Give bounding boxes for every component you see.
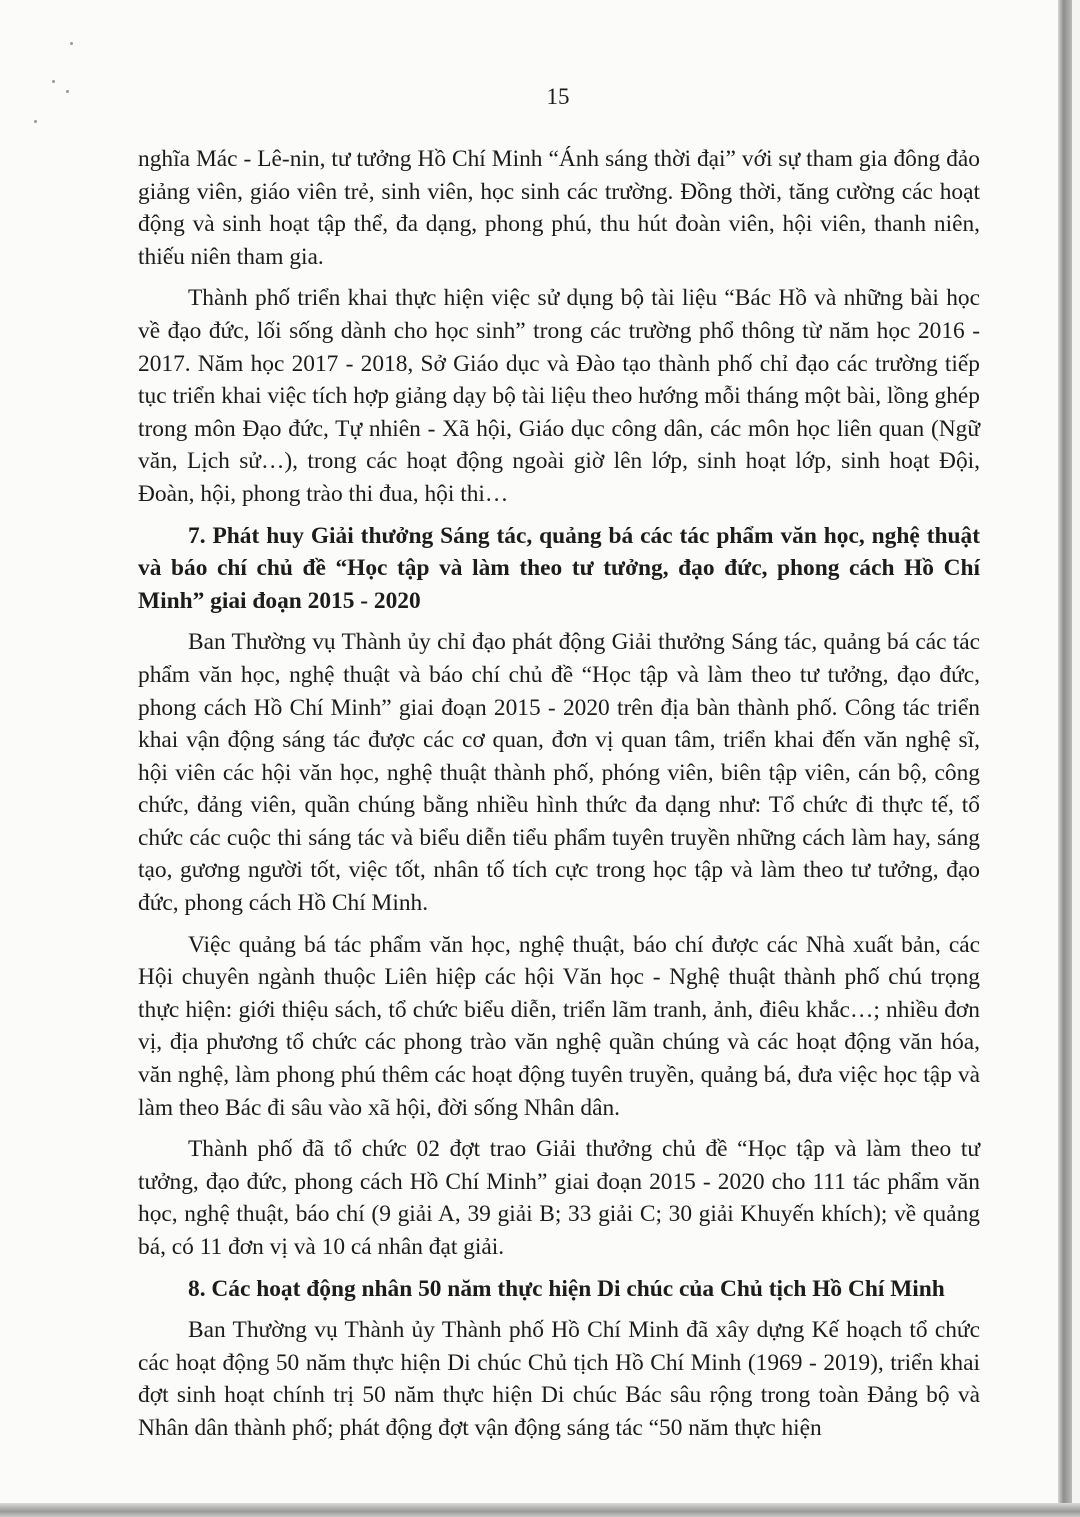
section-heading-7: 7. Phát huy Giải thưởng Sáng tác, quảng bá các tác phẩm văn học, nghệ thuật và báo chí chủ đề “Học tập và làm theo tư tưởng, đạo đức, phong cách Hồ Chí Minh” giai đoạn 2015 - 2020: [138, 522, 980, 614]
page-edge-right: [1058, 0, 1072, 1517]
paragraph-award-launch: Ban Thường vụ Thành ủy chỉ đạo phát động Giải thưởng Sáng tác, quảng bá các tác phẩm văn học, nghệ thuật và báo chí chủ đề “Học tập và làm theo tư tưởng, đạo đức, phong cách Hồ Chí Minh” giai đoạn 2015 - 2020 trên địa bàn thành phố. Công tác triển khai vận động sáng tác được các cơ quan, đơn vị quan tâm, triển khai đến văn nghệ sĩ, hội viên các hội văn học, nghệ thuật thành phố, phóng viên, biên tập viên, cán bộ, công chức, đảng viên, quần chúng bằng nhiều hình thức đa dạng như: Tổ chức đi thực tế, tổ chức các cuộc thi sáng tác và biểu diễn tiểu phẩm tuyên truyền những cách làm hay, sáng tạo, gương người tốt, việc tốt, nhân tố tích cực trong học tập và làm theo tư tưởng, đạo đức, phong cách Hồ Chí Minh.: [138, 629, 980, 917]
page-number: 15: [546, 84, 570, 109]
paragraph-teaching-materials: Thành phố triển khai thực hiện việc sử dụng bộ tài liệu “Bác Hồ và những bài học về đạo đức, lối sống dành cho học sinh” trong các trường phổ thông từ năm học 2016 - 2017. Năm học 2017 - 2018, Sở Giáo dục và Đào tạo thành phố chỉ đạo các trường tiếp tục triển khai việc tích hợp giảng dạy bộ tài liệu theo hướng mỗi tháng một bài, lồng ghép trong môn Đạo đức, Tự nhiên - Xã hội, Giáo dục công dân, các môn học liên quan (Ngữ văn, Lịch sử…), trong các hoạt động ngoài giờ lên lớp, sinh hoạt lớp, sinh hoạt Đội, Đoàn, hội, phong trào thi đua, hội thi…: [138, 285, 980, 507]
paragraph-testament-activities: Ban Thường vụ Thành ủy Thành phố Hồ Chí Minh đã xây dựng Kế hoạch tổ chức các hoạt động 50 năm thực hiện Di chúc Chủ tịch Hồ Chí Minh (1969 - 2019), triển khai đợt sinh hoạt chính trị 50 năm thực hiện Di chúc Bác sâu rộng trong toàn Đảng bộ và Nhân dân thành phố; phát động đợt vận động sáng tác “50 năm thực hiện: [138, 1317, 980, 1441]
document-body: [138, 143, 980, 1454]
paragraph-continuation: nghĩa Mác - Lê-nin, tư tưởng Hồ Chí Minh “Ánh sáng thời đại” với sự tham gia đông đảo giảng viên, giáo viên trẻ, sinh viên, học sinh các trường. Đồng thời, tăng cường các hoạt động và sinh hoạt tập thể, đa dạng, phong phú, thu hút đoàn viên, hội viên, thanh niên, thiếu niên tham gia.: [138, 146, 980, 270]
section-heading-8: 8. Các hoạt động nhân 50 năm thực hiện Di chúc của Chủ tịch Hồ Chí Minh: [188, 1275, 945, 1302]
scan-speck: [70, 42, 73, 45]
scan-speck: [34, 120, 37, 123]
paragraph-promotion: Việc quảng bá tác phẩm văn học, nghệ thuật, báo chí được các Nhà xuất bản, các Hội chuyên ngành thuộc Liên hiệp các hội Văn học - Nghệ thuật thành phố chú trọng thực hiện: giới thiệu sách, tổ chức biểu diễn, triển lãm tranh, ảnh, điêu khắc…; nhiều đơn vị, địa phương tổ chức các phong trào văn nghệ quần chúng và các hoạt động văn hóa, văn nghệ, làm phong phú thêm các hoạt động tuyên truyền, quảng bá, đưa việc học tập và làm theo Bác đi sâu vào xã hội, đời sống Nhân dân.: [138, 931, 980, 1121]
paragraph-award-results: Thành phố đã tổ chức 02 đợt trao Giải thưởng chủ đề “Học tập và làm theo tư tưởng, đạo đức, phong cách Hồ Chí Minh” giai đoạn 2015 - 2020 cho 111 tác phẩm văn học, nghệ thuật, báo chí (9 giải A, 39 giải B; 33 giải C; 30 giải Khuyến khích); về quảng bá, có 11 đơn vị và 10 cá nhân đạt giải.: [138, 1136, 980, 1260]
scan-speck: [52, 80, 55, 83]
page-edge-bottom: [0, 1503, 1080, 1517]
